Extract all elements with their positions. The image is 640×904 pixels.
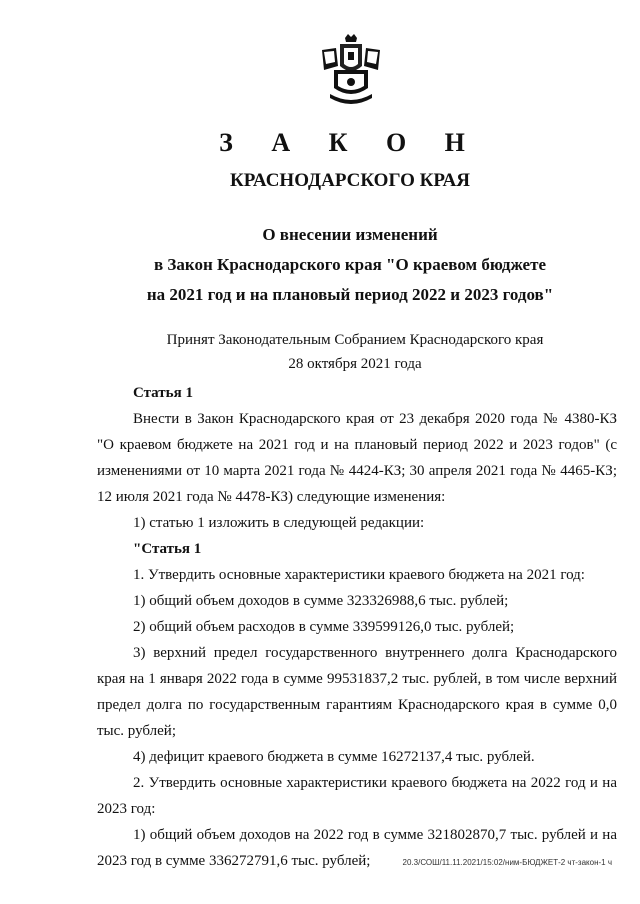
- subject-line: на 2021 год и на плановый период 2022 и 2023 годов": [146, 285, 554, 304]
- subclause-paragraph: 2) общий объем расходов в сумме 339599126,0 тыс. рублей;: [133, 619, 515, 635]
- article-heading: Статья 1: [133, 385, 193, 401]
- subclause-paragraph: 1) общий объем доходов в сумме 323326988,6 тыс. рублей;: [133, 593, 509, 609]
- subclause-paragraph: 4) дефицит краевого бюджета в сумме 16272137,4 тыс. рублей.: [133, 749, 535, 765]
- quoted-article-heading: "Статья 1: [133, 541, 202, 557]
- subclause-paragraph: 1) общий объем доходов на 2022 год в сумме 321802870,7 тыс. рублей и на 2023 год в сумме 336272791,6 тыс. рублей;: [97, 827, 617, 869]
- coat-of-arms-emblem: [318, 32, 384, 108]
- law-body: [97, 380, 617, 874]
- adoption-info: [0, 328, 640, 376]
- document-region: КРАСНОДАРСКОГО КРАЯ: [229, 170, 471, 191]
- clause-paragraph: 1. Утвердить основные характеристики краевого бюджета на 2021 год:: [133, 567, 585, 583]
- subject-line: О внесении изменений: [262, 225, 438, 244]
- adoption-date: 28 октября 2021 года: [288, 356, 422, 372]
- adoption-body: Принят Законодательным Собранием Краснодарского края: [166, 332, 544, 348]
- document-title: З А К О Н: [219, 128, 481, 157]
- document-subject: [0, 220, 640, 310]
- subject-line: в Закон Краснодарского края "О краевом бюджете: [153, 255, 546, 274]
- amendment-item: 1) статью 1 изложить в следующей редакции:: [133, 515, 425, 531]
- subclause-paragraph: 3) верхний предел государственного внутреннего долга Краснодарского края на 1 января 2022 года в сумме 99531837,2 тыс. рублей, в том числе верхний предел долга по государственным гарантиям Краснодарского края в сумме 0,0 тыс. рублей;: [97, 645, 617, 739]
- intro-paragraph: Внести в Закон Краснодарского края от 23 декабря 2020 года № 4380-КЗ "О краевом бюджете на 2021 год и на плановый период 2022 и 2023 годов" (с изменениями от 10 марта 2021 года № 4424-КЗ; 30 апреля 2021 года № 4465-КЗ; 12 июля 2021 года № 4478-КЗ) следующие изменения:: [97, 411, 617, 505]
- clause-paragraph: 2. Утвердить основные характеристики краевого бюджета на 2022 год и на 2023 год:: [97, 775, 617, 817]
- footer-code: 20.3/СОШ/11.11.2021/15:02/ним-БЮДЖЕТ-2 чт-закон-1 ч: [402, 858, 612, 867]
